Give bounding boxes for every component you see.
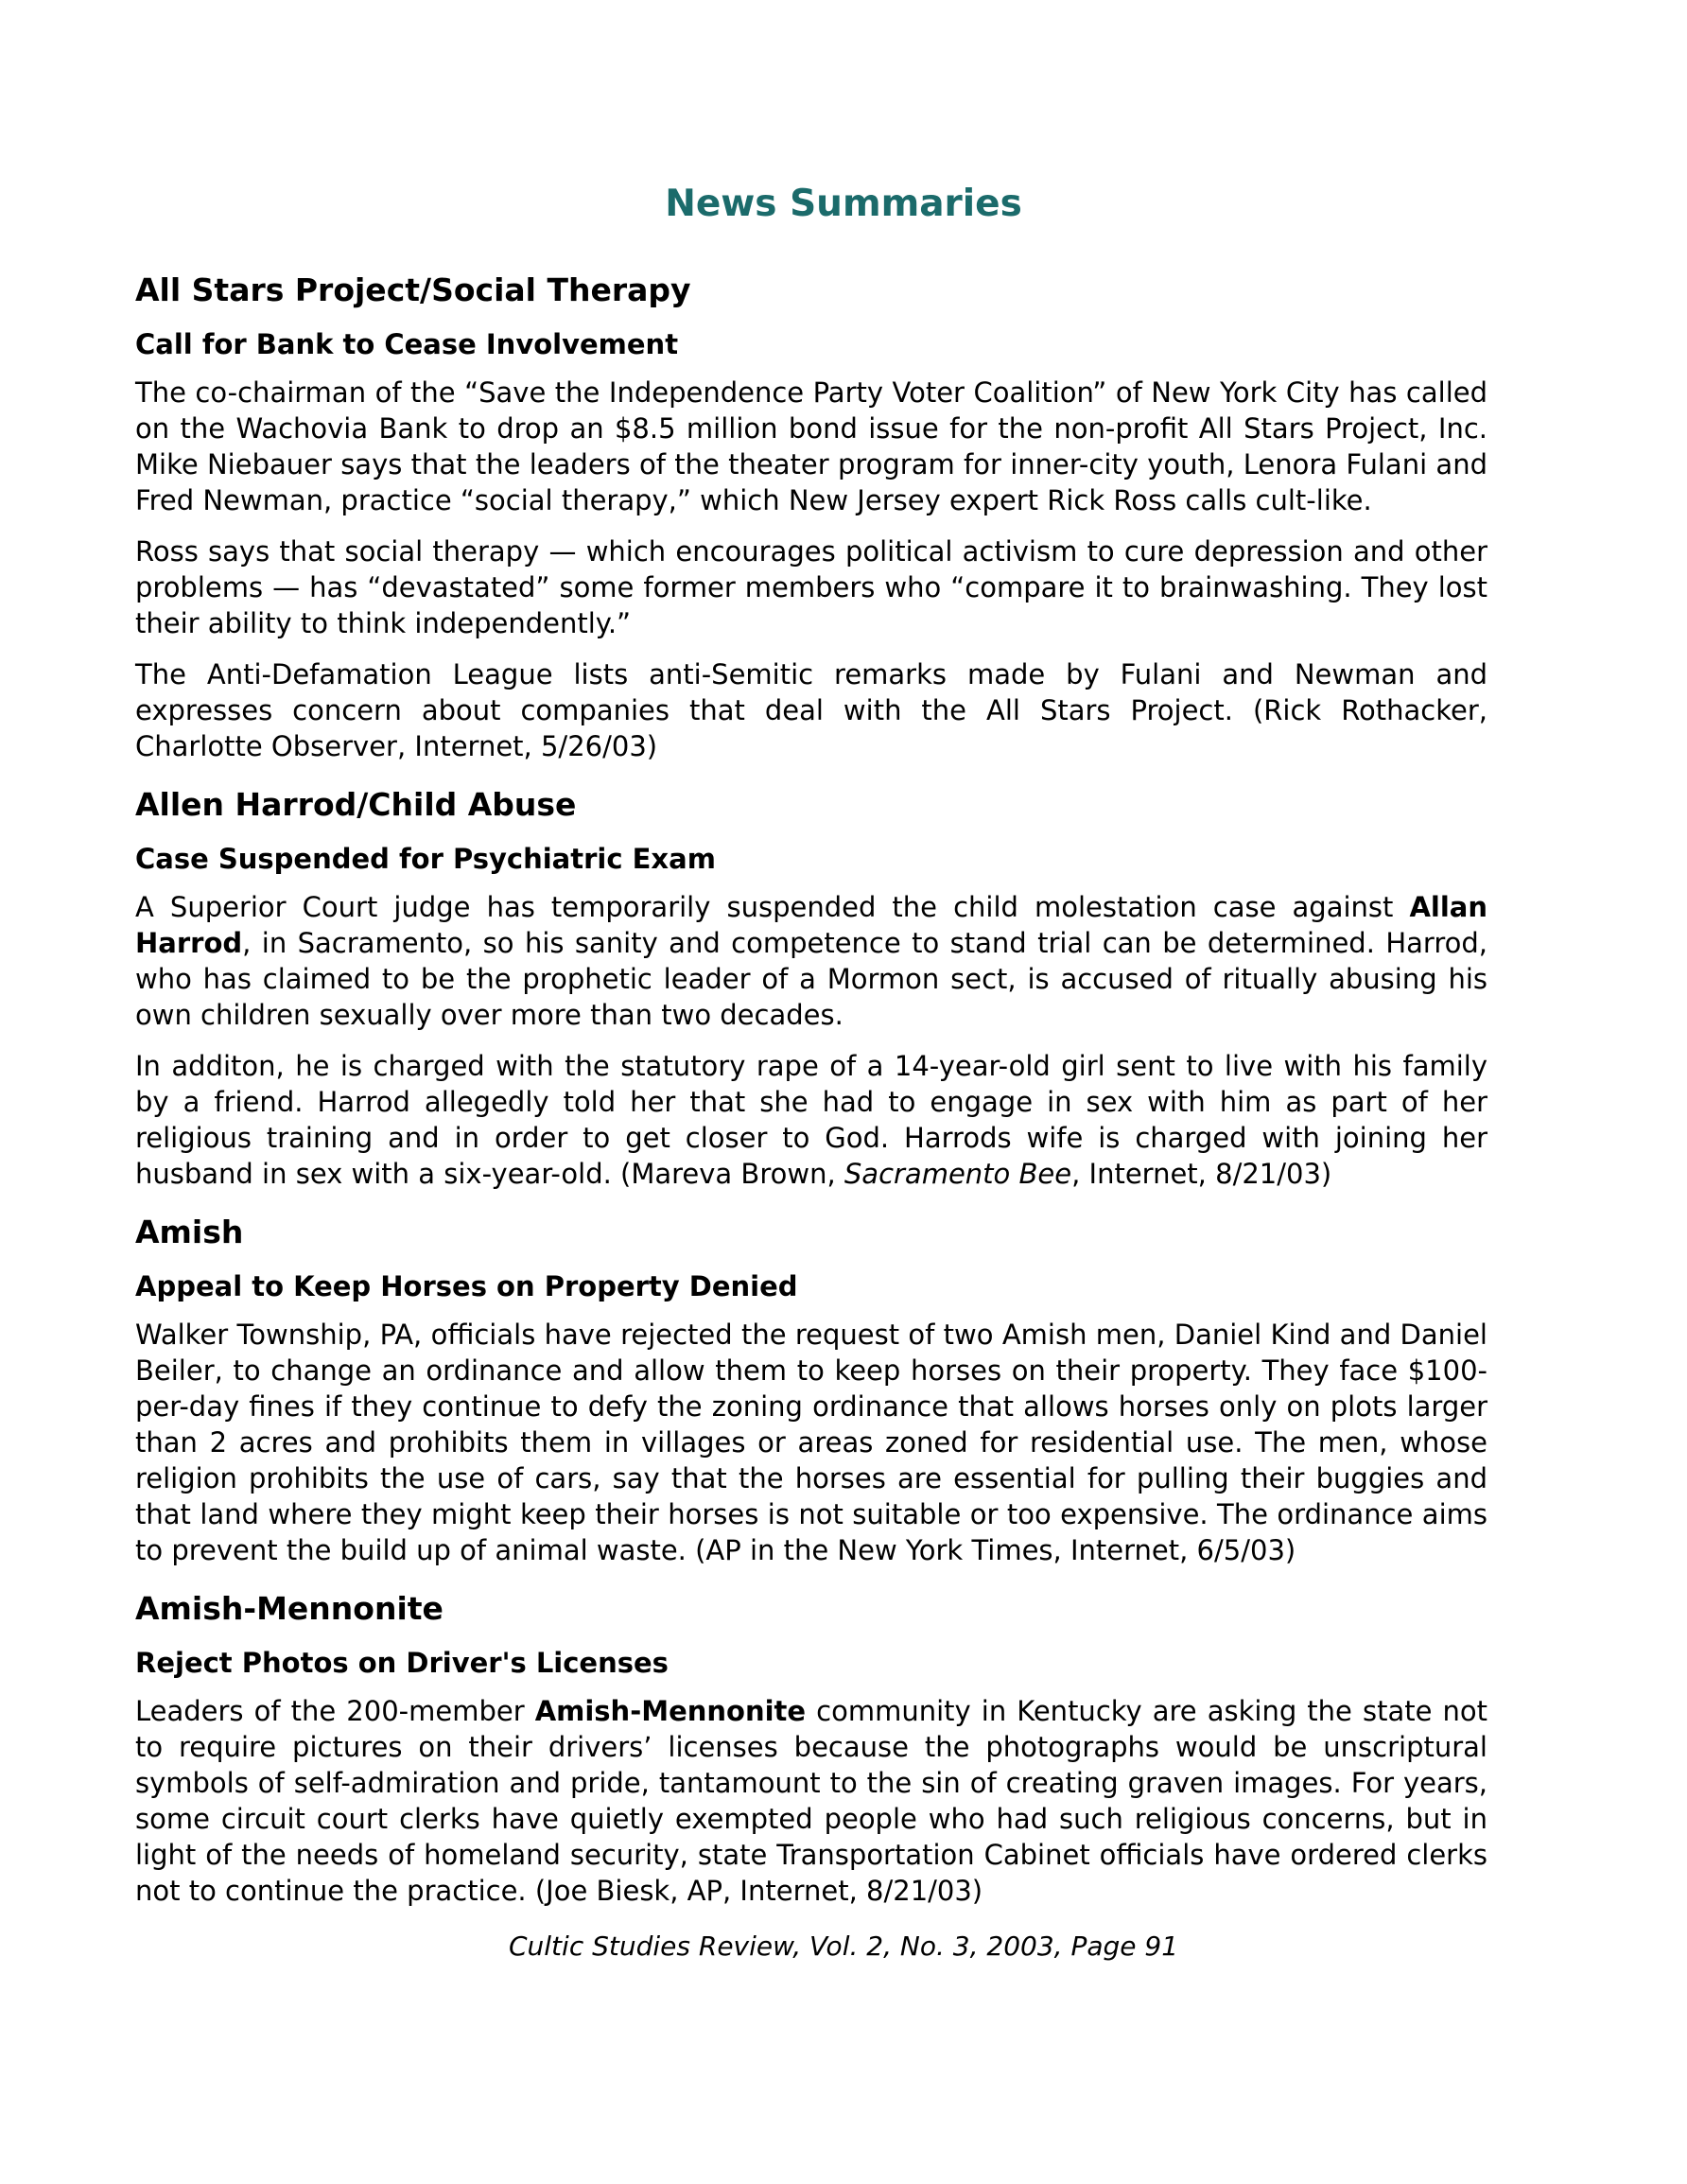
page-footer: Cultic Studies Review, Vol. 2, No. 3, 2003, Page 91 <box>508 1931 1179 1963</box>
section-heading: Amish-Mennonite <box>135 1590 443 1628</box>
section-heading: Amish <box>135 1214 244 1251</box>
bold-person-name: Allan Harrod <box>135 891 1487 960</box>
paragraph-text: In additon, he is charged with the statutory rape of a 14-year-old girl sent to live with his family by a friend. Harrod allegedly told her that she had to engage in sex with him as part of her religious training and in order to get closer to God. Harrods wife is charged with joining her husband in sex with a six-year-old. (Mareva Brown, <box>135 1050 1487 1191</box>
page-title: News Summaries <box>665 183 1022 225</box>
paragraph-text: Ross says that social therapy — which encourages political activism to cure depression and other problems — has “devastated” some former members who “compare it to brainwashing. They lost their ability to think independently.” <box>135 534 1487 639</box>
paragraph <box>135 533 1487 641</box>
paragraph <box>135 1317 1487 1568</box>
section-subheading: Call for Bank to Cease Involvement <box>135 327 679 360</box>
newspaper-name: Sacramento Bee <box>844 1158 1072 1191</box>
paragraph-text: Leaders of the 200-member <box>135 1695 535 1728</box>
paragraph <box>135 656 1487 764</box>
section-subheading: Case Suspended for Psychiatric Exam <box>135 842 716 875</box>
paragraph-text: community in Kentucky are asking the state not to require pictures on their drivers’ licenses because the photographs would be unscriptural symbols of self-admiration and pride, tantamount to the sin of creating graven images. For years, some circuit court clerks have quietly exempted people who had such religious concerns, but in light of the needs of homeland security, state Transportation Cabinet officials have ordered clerks not to continue the practice. (Joe Biesk, AP, Internet, 8/21/03) <box>135 1695 1487 1908</box>
section-subheading: Appeal to Keep Horses on Property Denied <box>135 1270 798 1303</box>
paragraph <box>135 375 1487 518</box>
section-allen-harrod <box>135 787 1487 1192</box>
section-heading: All Stars Project/Social Therapy <box>135 271 691 308</box>
section-heading: Allen Harrod/Child Abuse <box>135 785 577 823</box>
content-column <box>135 272 1487 1910</box>
paragraph <box>135 889 1487 1033</box>
section-amish <box>135 1214 1487 1568</box>
section-all-stars <box>135 272 1487 764</box>
paragraph <box>135 1693 1487 1909</box>
paragraph-text: The Anti-Defamation League lists anti-Semitic remarks made by Fulani and Newman and expresses concern about companies that deal with the All Stars Project. (Rick Rothacker, Charlotte Observer, Internet, 5/26/03) <box>135 657 1487 762</box>
paragraph-text: , in Sacramento, so his sanity and competence to stand trial can be determined. Harrod, who has claimed to be the prophetic leader of a Mormon sect, is accused of ritually abusing his own children sexually over more than two decades. <box>135 927 1487 1032</box>
section-subheading: Reject Photos on Driver's Licenses <box>135 1647 669 1680</box>
paragraph-text: The co-chairman of the “Save the Independence Party Voter Coalition” of New York City has called on the Wachovia Bank to drop an $8.5 million bond issue for the non-profit All Stars Project, Inc. Mike Niebauer says that the leaders of the theater program for inner-city youth, Lenora Fulani and Fred Newman, practice “social therapy,” which New Jersey expert Rick Ross calls cult-like. <box>135 376 1487 516</box>
paragraph-text: , Internet, 8/21/03) <box>1071 1158 1332 1191</box>
paragraph-text: A Superior Court judge has temporarily suspended the child molestation case against <box>135 891 1410 924</box>
paragraph-text: Walker Township, PA, officials have rejected the request of two Amish men, Daniel Kind and Daniel Beiler, to change an ordinance and allow them to keep horses on their property. They face $100-per-day fines if they continue to defy the zoning ordinance that allows horses only on plots larger than 2 acres and prohibits them in villages or areas zoned for residential use. The men, whose religion prohibits the use of cars, say that the horses are essential for pulling their buggies and that land where they might keep their horses is not suitable or too expensive. The ordinance aims to prevent the build up of animal waste. (AP in the New York Times, Internet, 6/5/03) <box>135 1319 1487 1567</box>
bold-community-name: Amish-Mennonite <box>534 1695 807 1728</box>
paragraph <box>135 1048 1487 1192</box>
section-amish-mennonite <box>135 1591 1487 1909</box>
